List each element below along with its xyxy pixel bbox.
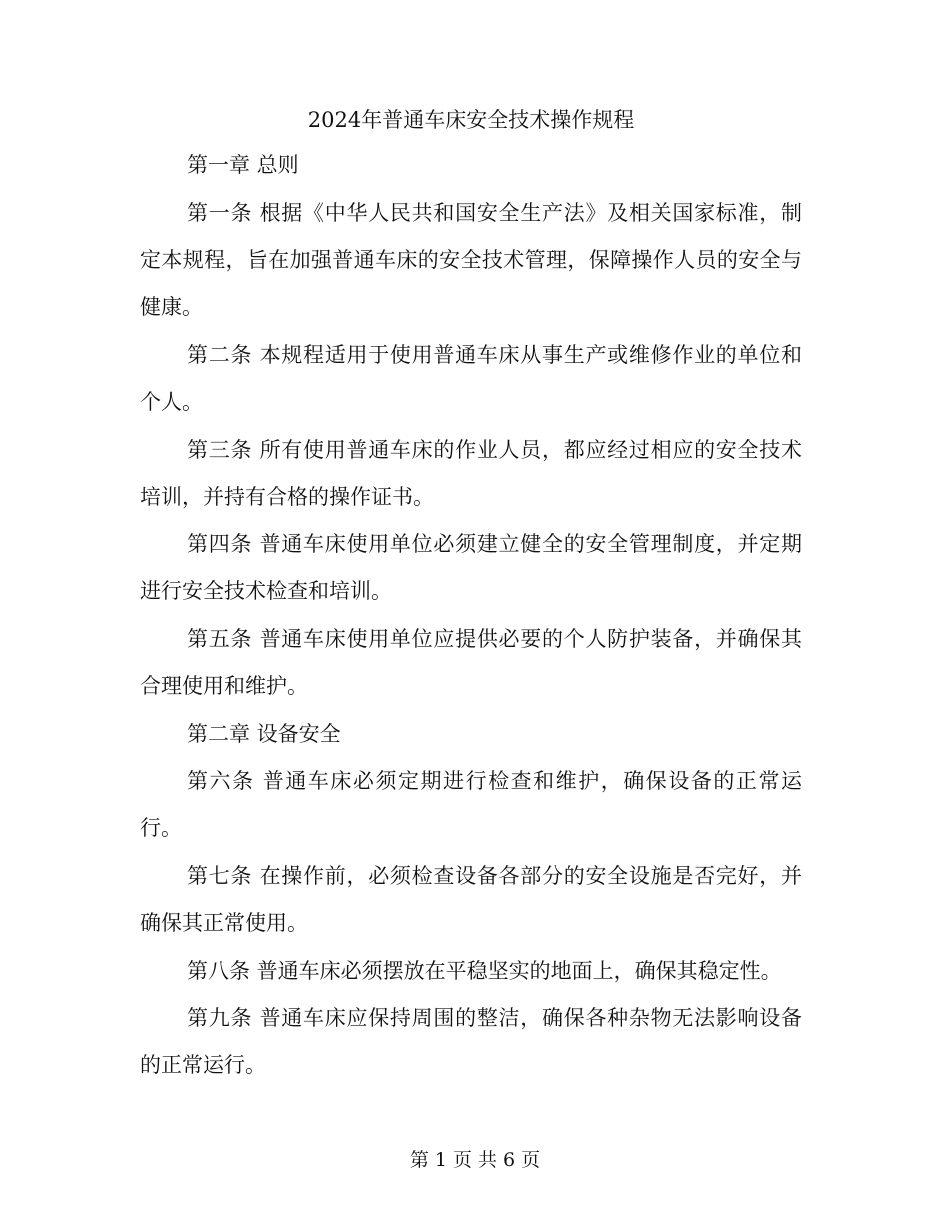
page-number-footer: 第 1 页 共 6 页 (409, 1149, 541, 1171)
article-9: 第九条 普通车床应保持周围的整洁，确保各种杂物无法影响设备的正常运行。 (140, 1006, 802, 1077)
article-7: 第七条 在操作前，必须检查设备各部分的安全设施是否完好，并确保其正常使用。 (140, 864, 802, 935)
document-title: 2024年普通车床安全技术操作规程 (307, 108, 635, 132)
article-4: 第四条 普通车床使用单位必须建立健全的安全管理制度，并定期进行安全技术检查和培训。 (140, 532, 802, 603)
chapter-heading-1: 第一章 总则 (187, 153, 299, 177)
article-2: 第二条 本规程适用于使用普通车床从事生产或维修作业的单位和个人。 (140, 343, 802, 414)
chapter-heading-2: 第二章 设备安全 (187, 722, 341, 746)
article-6: 第六条 普通车床必须定期进行检查和维护，确保设备的正常运行。 (140, 769, 802, 840)
article-1: 第一条 根据《中华人民共和国安全生产法》及相关国家标准，制定本规程，旨在加强普通车床的安全技术管理，保障操作人员的安全与健康。 (140, 201, 802, 319)
article-5: 第五条 普通车床使用单位应提供必要的个人防护装备，并确保其合理使用和维护。 (140, 627, 802, 698)
article-3: 第三条 所有使用普通车床的作业人员，都应经过相应的安全技术培训，并持有合格的操作证书。 (140, 438, 802, 509)
article-8: 第八条 普通车床必须摆放在平稳坚实的地面上，确保其稳定性。 (187, 959, 782, 983)
